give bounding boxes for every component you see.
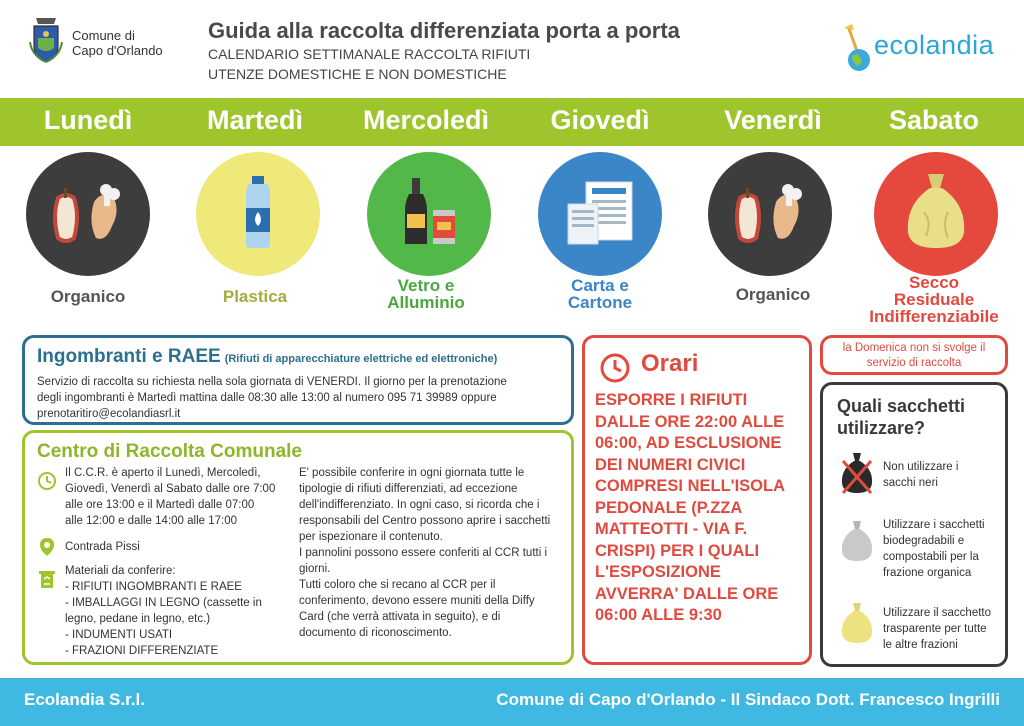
ccr-info <box>299 465 571 641</box>
waste-tuesday-line1: Plastica <box>222 287 288 306</box>
ccr-info-line: tipologie di rifiuti differenziati, ad eccezione <box>299 483 518 495</box>
ccr-hours-line: alle ore 13:00 e il Martedì dalle 07:00 <box>65 499 255 511</box>
day-saturday: Sabato <box>888 105 980 135</box>
bags-item-transparent <box>883 605 1003 653</box>
clock-icon <box>599 352 631 384</box>
orari-box <box>582 335 812 665</box>
ccr-materials-line: - FRAZIONI DIFFERENZIATE <box>65 645 219 657</box>
organic-circle-friday <box>708 152 832 276</box>
bags-text-line: frazione organica <box>883 567 972 579</box>
ccr-materials-line: - INDUMENTI USATI <box>65 629 173 641</box>
waste-label-monday <box>3 288 173 305</box>
bags-text-line: Non utilizzare i <box>883 461 959 473</box>
orari-line: PEDONALE (P.ZZA <box>595 498 743 517</box>
orari-title: Orari <box>641 350 699 377</box>
orari-line: DEI NUMERI CIVICI <box>595 455 746 474</box>
glass-circle <box>367 152 491 276</box>
bags-item-black <box>883 459 1003 491</box>
waste-label-wednesday <box>341 277 511 311</box>
subtitle-users: UTENZE DOMESTICHE E NON DOMESTICHE <box>208 66 507 82</box>
sunday-line1: la Domenica non si svolge il <box>842 342 986 354</box>
ecolandia-brand: ecolandia <box>874 30 995 60</box>
bags-title-line2: utilizzare? <box>837 418 926 438</box>
organic-circle-monday <box>26 152 150 276</box>
bags-text-line: sacchi neri <box>883 477 938 489</box>
header <box>0 0 1024 98</box>
orari-text <box>595 390 807 627</box>
paper-circle <box>538 152 662 276</box>
bags-text-line: biodegradabili e <box>883 535 965 547</box>
bags-text-line: le altre frazioni <box>883 639 958 651</box>
orari-line: COMPRESI NELL'ISOLA <box>595 477 786 495</box>
orari-line: 06:00 ALLE 9:30 <box>595 606 722 624</box>
bags-text-line: compostabili per la <box>883 551 979 563</box>
raee-line2: degli ingombranti è Martedì mattina dalle 08:30 alle 13:00 al numero 095 71 39989 oppure <box>37 392 497 404</box>
ccr-info-line: dell'indifferenziato. In ogni caso, si ricorda che i <box>299 499 540 511</box>
footer <box>0 678 1024 726</box>
raee-line1: Servizio di raccolta su richiesta nella sola giornata di VENERDI. Il giorno per la prenotazione <box>37 376 507 388</box>
plastic-bottle-icon <box>196 152 320 276</box>
orari-line: L'ESPOSIZIONE <box>595 563 721 581</box>
ccr-info-line: I pannolini possono essere conferiti al CCR tutti i <box>299 547 548 559</box>
waste-wednesday-line2: Alluminio <box>387 293 465 312</box>
ccr-title: Centro di Raccolta Comunale <box>37 441 302 462</box>
ccr-info-line: Tutti coloro che si recano al CCR per il <box>299 579 496 591</box>
bags-text-line: trasparente per tutte <box>883 623 987 635</box>
waste-label-friday <box>688 286 858 303</box>
day-wednesday: Mercoledì <box>362 105 490 135</box>
sunday-line2: servizio di raccolta <box>866 357 962 369</box>
comune-line2: Capo d'Orlando <box>72 43 163 58</box>
globe-broom-icon <box>844 24 874 80</box>
organic-waste-icon <box>26 152 150 276</box>
waste-saturday-line2: Residuale <box>893 290 975 309</box>
day-thursday: Giovedì <box>550 105 650 135</box>
ccr-info-line: giorni. <box>299 563 331 575</box>
orari-line: CRISPI) PER I QUALI <box>595 541 760 560</box>
glass-can-icon <box>367 152 491 276</box>
location-pin-icon <box>37 537 57 557</box>
orari-line: AVVERRA' DALLE ORE <box>595 584 779 603</box>
page-title: Guida alla raccolta differenziata porta a porta <box>208 18 680 43</box>
bags-item-biodegradable <box>883 517 1003 581</box>
trash-bag-icon <box>874 152 998 276</box>
subtitle-calendar: CALENDARIO SETTIMANALE RACCOLTA RIFIUTI <box>208 46 531 62</box>
ccr-materials <box>65 563 300 659</box>
waste-wednesday-line1: Vetro e <box>397 276 455 295</box>
clock-icon <box>37 471 57 491</box>
ccr-hours-line: Il C.C.R. è aperto il Lunedì, Mercoledì, <box>65 467 261 479</box>
raee-subtitle: (Rifiuti di apparecchiature elettriche ed elettroniche) <box>224 353 498 365</box>
bags-text-line: Utilizzare il sacchetto <box>883 607 992 619</box>
waste-label-saturday <box>849 274 1019 325</box>
ccr-info-line: documento di riconoscimento. <box>299 627 452 639</box>
footer-mayor: Comune di Capo d'Orlando - Il Sindaco Dott. Francesco Ingrilli <box>496 690 1000 709</box>
organic-waste-icon <box>708 152 832 276</box>
ccr-box <box>22 430 574 665</box>
residual-circle <box>874 152 998 276</box>
waste-saturday-line1: Secco <box>908 273 960 292</box>
orari-line: DALLE ORE 22:00 ALLE <box>595 412 785 431</box>
raee-title: Ingombranti e RAEE <box>37 346 221 367</box>
coat-of-arms-icon <box>28 16 64 64</box>
bags-text-line: Utilizzare i sacchetti <box>883 519 985 531</box>
orari-line: ESPORRE I RIFIUTI <box>595 391 748 409</box>
yellow-bag-icon <box>837 601 877 647</box>
waste-thursday-line2: Cartone <box>567 293 633 312</box>
weekday-bar <box>0 98 1024 146</box>
waste-monday-line1: Organico <box>50 287 126 306</box>
orari-line: MATTEOTTI - VIA F. <box>595 520 748 538</box>
ccr-hours-line: Giovedì, Venerdì al Sabato dalle ore 7:00 <box>65 483 276 495</box>
plastic-circle <box>196 152 320 276</box>
ccr-materials-line: - IMBALLAGGI IN LEGNO (cassette in <box>65 597 262 609</box>
raee-email: prenotaritiro@ecolandiasrl.it <box>37 408 181 420</box>
ccr-info-line: per ispezionare il contenuto. <box>299 531 443 543</box>
ccr-materials-line: Materiali da conferire: <box>65 565 176 577</box>
bags-title <box>837 395 965 439</box>
black-bag-forbidden-icon <box>837 451 877 497</box>
recycle-bin-icon <box>37 569 57 589</box>
raee-description <box>37 374 562 422</box>
raee-box <box>22 335 574 425</box>
ccr-materials-line: legno, pedane in legno, etc.) <box>65 613 211 625</box>
ccr-info-line: E' possibile conferire in ogni giornata tutte le <box>299 467 525 479</box>
paper-icon <box>538 152 662 276</box>
ccr-info-line: responsabili del Centro possono aprire i sacchetti <box>299 515 551 527</box>
waste-label-tuesday <box>170 288 340 305</box>
comune-line1: Comune di <box>72 28 135 43</box>
ccr-hours-line: alle 12:00 e dalle 14:00 alle 17:00 <box>65 515 238 527</box>
bags-title-line1: Quali sacchetti <box>837 396 966 416</box>
day-monday: Lunedì <box>43 105 133 135</box>
orari-line: 06:00, AD ESCLUSIONE <box>595 434 782 452</box>
ccr-hours <box>65 465 300 529</box>
ecolandia-logo <box>844 24 1014 80</box>
footer-company: Ecolandia S.r.l. <box>24 690 145 709</box>
waste-friday-line1: Organico <box>735 285 811 304</box>
comune-label <box>72 28 163 58</box>
bags-box <box>820 382 1008 667</box>
grey-bag-icon <box>837 519 877 565</box>
waste-saturday-line3: Indifferenziabile <box>869 307 999 326</box>
waste-label-thursday <box>515 277 685 311</box>
ccr-location: Contrada Pissi <box>65 541 140 553</box>
sunday-notice <box>820 335 1008 375</box>
raee-title-row <box>37 346 497 368</box>
day-friday: Venerdì <box>724 105 822 135</box>
ccr-info-line: Card (che verrà attivata in seguito), e di <box>299 611 501 623</box>
waste-thursday-line1: Carta e <box>571 276 629 295</box>
day-tuesday: Martedì <box>206 105 304 135</box>
ccr-info-line: conferimento, devono essere muniti della Diffy <box>299 595 535 607</box>
ccr-materials-line: - RIFIUTI INGOMBRANTI E RAEE <box>65 581 242 593</box>
